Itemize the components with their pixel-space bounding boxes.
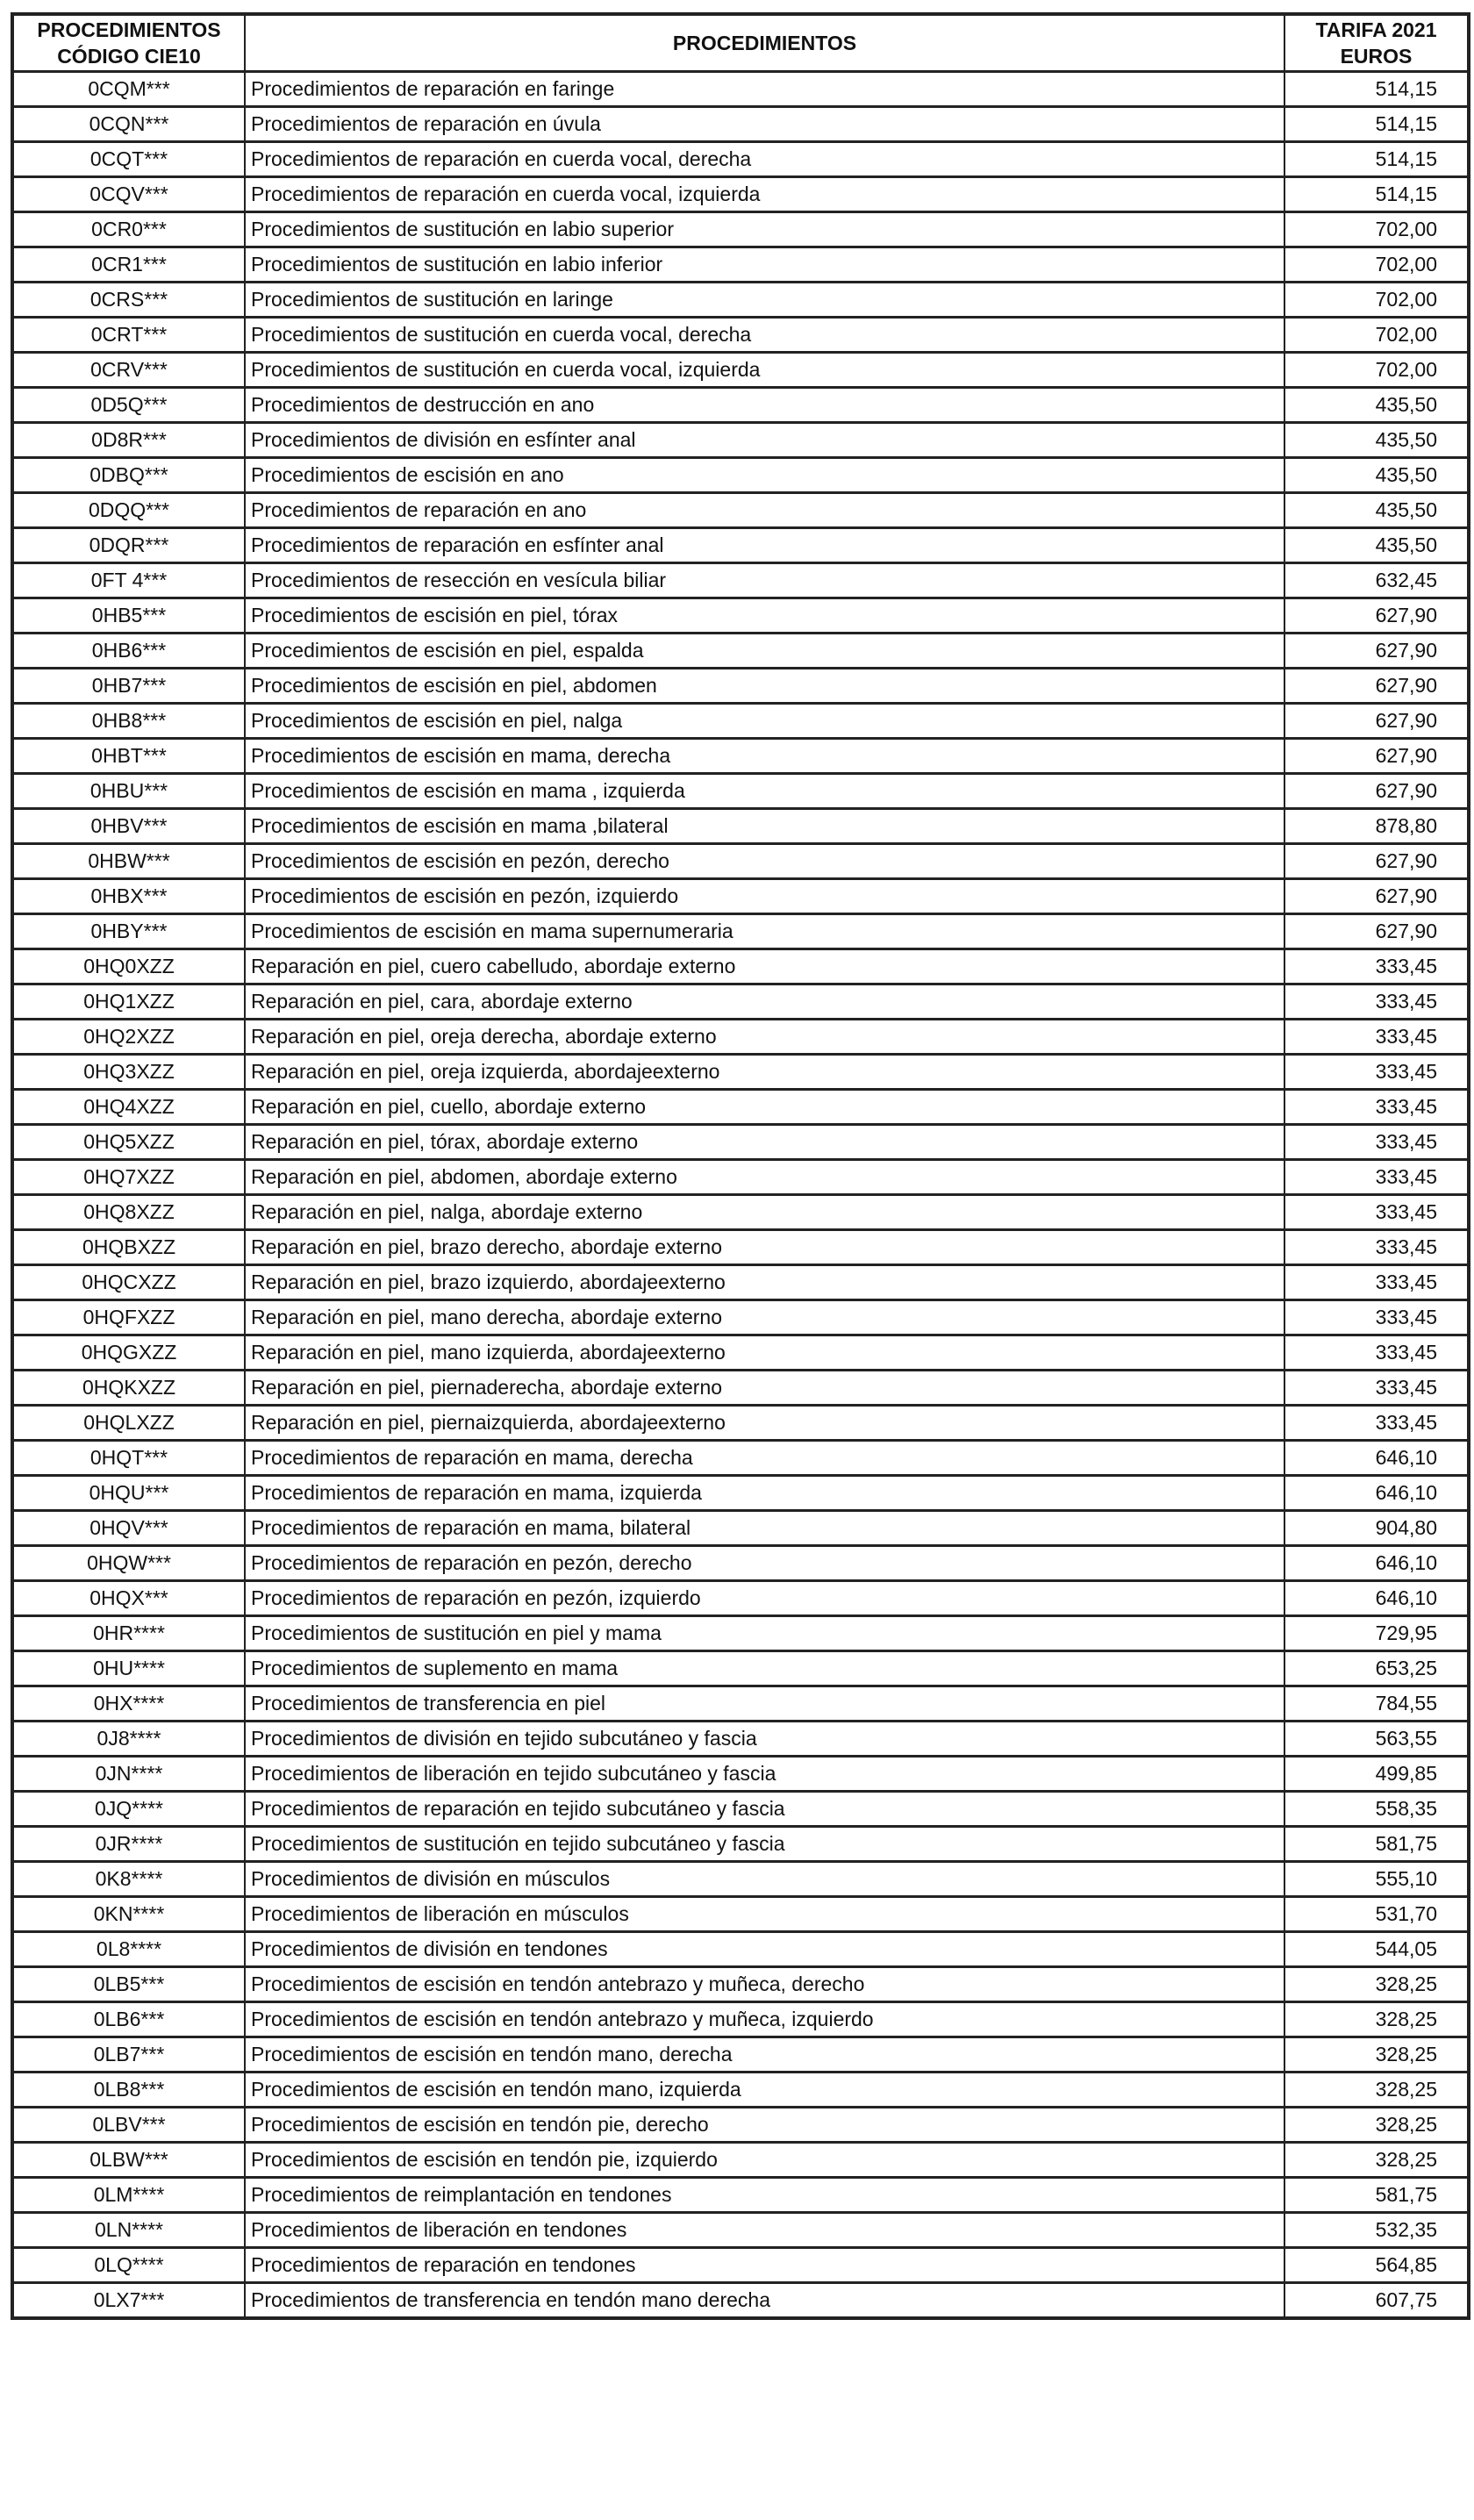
table-row bbox=[12, 704, 1469, 739]
table-row bbox=[12, 1055, 1469, 1090]
code-cell: 0HB7*** bbox=[12, 669, 245, 704]
table-row bbox=[12, 739, 1469, 774]
code-cell: 0CQN*** bbox=[12, 107, 245, 142]
code-cell: 0HBT*** bbox=[12, 739, 245, 774]
code-cell: 0DQQ*** bbox=[12, 493, 245, 528]
tariff-cell: 581,75 bbox=[1284, 1827, 1469, 1862]
table-row bbox=[12, 1757, 1469, 1792]
procedure-cell: Reparación en piel, piernaderecha, abordaje externo bbox=[245, 1371, 1284, 1406]
procedure-cell: Procedimientos de reparación en tendones bbox=[245, 2248, 1284, 2283]
table-row bbox=[12, 1195, 1469, 1230]
code-cell: 0HQKXZZ bbox=[12, 1371, 245, 1406]
tariff-cell: 581,75 bbox=[1284, 2178, 1469, 2213]
tariff-cell: 328,25 bbox=[1284, 1967, 1469, 2002]
tariff-cell: 532,35 bbox=[1284, 2213, 1469, 2248]
tariff-cell: 564,85 bbox=[1284, 2248, 1469, 2283]
code-cell: 0HQV*** bbox=[12, 1511, 245, 1546]
procedure-cell: Procedimientos de reparación en cuerda vocal, derecha bbox=[245, 142, 1284, 177]
procedure-cell: Procedimientos de división en músculos bbox=[245, 1862, 1284, 1897]
procedure-cell: Procedimientos de reparación en mama, izquierda bbox=[245, 1476, 1284, 1511]
procedure-cell: Procedimientos de división en tendones bbox=[245, 1932, 1284, 1967]
code-cell: 0HQU*** bbox=[12, 1476, 245, 1511]
tariff-cell: 435,50 bbox=[1284, 528, 1469, 563]
table-row bbox=[12, 2073, 1469, 2108]
code-cell: 0LX7*** bbox=[12, 2283, 245, 2319]
code-cell: 0D8R*** bbox=[12, 423, 245, 458]
table-row bbox=[12, 1371, 1469, 1406]
procedure-cell: Procedimientos de escisión en tendón antebrazo y muñeca, izquierdo bbox=[245, 2002, 1284, 2037]
tariff-cell: 531,70 bbox=[1284, 1897, 1469, 1932]
tariff-cell: 555,10 bbox=[1284, 1862, 1469, 1897]
tariff-cell: 702,00 bbox=[1284, 353, 1469, 388]
code-cell: 0HQW*** bbox=[12, 1546, 245, 1581]
code-cell: 0HBV*** bbox=[12, 809, 245, 844]
table-row bbox=[12, 1020, 1469, 1055]
tariff-cell: 333,45 bbox=[1284, 1125, 1469, 1160]
code-cell: 0CR1*** bbox=[12, 247, 245, 283]
table-row bbox=[12, 844, 1469, 879]
code-cell: 0HQ3XZZ bbox=[12, 1055, 245, 1090]
tariff-cell: 333,45 bbox=[1284, 1300, 1469, 1335]
code-cell: 0LN**** bbox=[12, 2213, 245, 2248]
code-cell: 0HB8*** bbox=[12, 704, 245, 739]
code-cell: 0HQ1XZZ bbox=[12, 984, 245, 1020]
tariff-cell: 333,45 bbox=[1284, 1020, 1469, 1055]
tariff-cell: 627,90 bbox=[1284, 914, 1469, 949]
tariff-cell: 904,80 bbox=[1284, 1511, 1469, 1546]
table-row bbox=[12, 669, 1469, 704]
table-row bbox=[12, 563, 1469, 598]
tariff-cell: 328,25 bbox=[1284, 2002, 1469, 2037]
table-row bbox=[12, 1476, 1469, 1511]
procedure-cell: Procedimientos de escisión en ano bbox=[245, 458, 1284, 493]
tariff-cell: 627,90 bbox=[1284, 774, 1469, 809]
code-cell: 0HQ5XZZ bbox=[12, 1125, 245, 1160]
procedure-cell: Procedimientos de suplemento en mama bbox=[245, 1651, 1284, 1686]
table-row bbox=[12, 1160, 1469, 1195]
code-cell: 0HQGXZZ bbox=[12, 1335, 245, 1371]
code-cell: 0HB5*** bbox=[12, 598, 245, 634]
header-tariff-line2: EUROS bbox=[1340, 45, 1413, 68]
procedure-cell: Reparación en piel, oreja derecha, abordaje externo bbox=[245, 1020, 1284, 1055]
table-row bbox=[12, 1511, 1469, 1546]
procedure-cell: Procedimientos de división en esfínter anal bbox=[245, 423, 1284, 458]
procedure-cell: Reparación en piel, cuero cabelludo, abordaje externo bbox=[245, 949, 1284, 984]
table-row bbox=[12, 2002, 1469, 2037]
procedure-cell: Procedimientos de reparación en ano bbox=[245, 493, 1284, 528]
code-cell: 0HX**** bbox=[12, 1686, 245, 1722]
table-row bbox=[12, 107, 1469, 142]
code-cell: 0LM**** bbox=[12, 2178, 245, 2213]
procedure-cell: Procedimientos de transferencia en piel bbox=[245, 1686, 1284, 1722]
table-row bbox=[12, 283, 1469, 318]
procedure-cell: Procedimientos de transferencia en tendón mano derecha bbox=[245, 2283, 1284, 2319]
table-row bbox=[12, 458, 1469, 493]
table-row bbox=[12, 423, 1469, 458]
code-cell: 0HQ4XZZ bbox=[12, 1090, 245, 1125]
code-cell: 0HQ8XZZ bbox=[12, 1195, 245, 1230]
procedure-cell: Procedimientos de escisión en tendón antebrazo y muñeca, derecho bbox=[245, 1967, 1284, 2002]
procedure-cell: Procedimientos de resección en vesícula biliar bbox=[245, 563, 1284, 598]
table-row bbox=[12, 1616, 1469, 1651]
tariff-cell: 328,25 bbox=[1284, 2073, 1469, 2108]
tariff-cell: 435,50 bbox=[1284, 458, 1469, 493]
table-row bbox=[12, 142, 1469, 177]
code-cell: 0HBU*** bbox=[12, 774, 245, 809]
tariff-cell: 646,10 bbox=[1284, 1546, 1469, 1581]
code-cell: 0HQFXZZ bbox=[12, 1300, 245, 1335]
table-row bbox=[12, 1406, 1469, 1441]
tariff-cell: 702,00 bbox=[1284, 212, 1469, 247]
table-row bbox=[12, 809, 1469, 844]
code-cell: 0LB6*** bbox=[12, 2002, 245, 2037]
code-cell: 0LQ**** bbox=[12, 2248, 245, 2283]
procedure-cell: Procedimientos de escisión en mama, derecha bbox=[245, 739, 1284, 774]
table-row bbox=[12, 1897, 1469, 1932]
code-cell: 0CRV*** bbox=[12, 353, 245, 388]
table-row bbox=[12, 1546, 1469, 1581]
table-row bbox=[12, 2037, 1469, 2073]
procedure-cell: Procedimientos de reparación en pezón, derecho bbox=[245, 1546, 1284, 1581]
procedure-cell: Procedimientos de escisión en piel, espalda bbox=[245, 634, 1284, 669]
procedure-cell: Procedimientos de sustitución en cuerda vocal, izquierda bbox=[245, 353, 1284, 388]
procedure-cell: Procedimientos de reparación en tejido subcutáneo y fascia bbox=[245, 1792, 1284, 1827]
table-row bbox=[12, 1230, 1469, 1265]
procedure-cell: Procedimientos de reparación en úvula bbox=[245, 107, 1284, 142]
code-cell: 0CQT*** bbox=[12, 142, 245, 177]
tariff-cell: 333,45 bbox=[1284, 1195, 1469, 1230]
procedure-cell: Procedimientos de escisión en tendón mano, derecha bbox=[245, 2037, 1284, 2073]
procedure-cell: Procedimientos de escisión en piel, nalga bbox=[245, 704, 1284, 739]
table-row bbox=[12, 2178, 1469, 2213]
code-cell: 0JQ**** bbox=[12, 1792, 245, 1827]
code-cell: 0HQX*** bbox=[12, 1581, 245, 1616]
procedure-cell: Procedimientos de sustitución en labio inferior bbox=[245, 247, 1284, 283]
table-row bbox=[12, 318, 1469, 353]
table-row bbox=[12, 1792, 1469, 1827]
tariff-cell: 333,45 bbox=[1284, 1230, 1469, 1265]
procedure-cell: Procedimientos de liberación en músculos bbox=[245, 1897, 1284, 1932]
code-cell: 0HQ7XZZ bbox=[12, 1160, 245, 1195]
procedure-cell: Reparación en piel, piernaizquierda, abordajeexterno bbox=[245, 1406, 1284, 1441]
procedure-cell: Reparación en piel, cuello, abordaje externo bbox=[245, 1090, 1284, 1125]
tariff-cell: 333,45 bbox=[1284, 1090, 1469, 1125]
code-cell: 0CQV*** bbox=[12, 177, 245, 212]
procedure-cell: Procedimientos de liberación en tendones bbox=[245, 2213, 1284, 2248]
code-cell: 0HR**** bbox=[12, 1616, 245, 1651]
procedure-cell: Reparación en piel, brazo derecho, abordaje externo bbox=[245, 1230, 1284, 1265]
table-row bbox=[12, 2248, 1469, 2283]
table-row bbox=[12, 2143, 1469, 2178]
tariff-cell: 627,90 bbox=[1284, 739, 1469, 774]
tariff-cell: 333,45 bbox=[1284, 1160, 1469, 1195]
tariff-cell: 653,25 bbox=[1284, 1651, 1469, 1686]
procedure-cell: Procedimientos de sustitución en laringe bbox=[245, 283, 1284, 318]
table-row bbox=[12, 1265, 1469, 1300]
procedure-cell: Procedimientos de escisión en pezón, izquierdo bbox=[245, 879, 1284, 914]
procedure-cell: Procedimientos de división en tejido subcutáneo y fascia bbox=[245, 1722, 1284, 1757]
tariff-cell: 729,95 bbox=[1284, 1616, 1469, 1651]
table-row bbox=[12, 493, 1469, 528]
table-row bbox=[12, 634, 1469, 669]
tariff-cell: 514,15 bbox=[1284, 72, 1469, 107]
code-cell: 0LB7*** bbox=[12, 2037, 245, 2073]
tariff-cell: 435,50 bbox=[1284, 493, 1469, 528]
table-row bbox=[12, 1335, 1469, 1371]
tariff-cell: 632,45 bbox=[1284, 563, 1469, 598]
procedure-cell: Procedimientos de reparación en esfínter anal bbox=[245, 528, 1284, 563]
procedure-cell: Procedimientos de reimplantación en tendones bbox=[245, 2178, 1284, 2213]
procedure-cell: Procedimientos de sustitución en labio superior bbox=[245, 212, 1284, 247]
code-cell: 0HB6*** bbox=[12, 634, 245, 669]
code-cell: 0HBY*** bbox=[12, 914, 245, 949]
code-cell: 0CR0*** bbox=[12, 212, 245, 247]
table-row bbox=[12, 1441, 1469, 1476]
table-row bbox=[12, 949, 1469, 984]
table-row bbox=[12, 1862, 1469, 1897]
tariff-cell: 499,85 bbox=[1284, 1757, 1469, 1792]
procedure-cell: Reparación en piel, cara, abordaje externo bbox=[245, 984, 1284, 1020]
table-row bbox=[12, 1300, 1469, 1335]
code-cell: 0DBQ*** bbox=[12, 458, 245, 493]
header-tariff-line1: TARIFA 2021 bbox=[1315, 18, 1437, 41]
table-body bbox=[12, 72, 1469, 2319]
procedure-cell: Procedimientos de reparación en mama, derecha bbox=[245, 1441, 1284, 1476]
tariff-cell: 328,25 bbox=[1284, 2143, 1469, 2178]
code-cell: 0HQCXZZ bbox=[12, 1265, 245, 1300]
table-row bbox=[12, 1827, 1469, 1862]
code-cell: 0HQ0XZZ bbox=[12, 949, 245, 984]
tariff-cell: 627,90 bbox=[1284, 704, 1469, 739]
table-row bbox=[12, 2108, 1469, 2143]
procedure-cell: Procedimientos de escisión en piel, tórax bbox=[245, 598, 1284, 634]
code-cell: 0HU**** bbox=[12, 1651, 245, 1686]
table-row bbox=[12, 177, 1469, 212]
procedure-cell: Procedimientos de reparación en faringe bbox=[245, 72, 1284, 107]
code-cell: 0LBW*** bbox=[12, 2143, 245, 2178]
table-row bbox=[12, 1686, 1469, 1722]
procedure-cell: Procedimientos de escisión en tendón pie, izquierdo bbox=[245, 2143, 1284, 2178]
procedure-cell: Procedimientos de escisión en tendón pie, derecho bbox=[245, 2108, 1284, 2143]
procedure-cell: Procedimientos de reparación en mama, bilateral bbox=[245, 1511, 1284, 1546]
tariff-cell: 627,90 bbox=[1284, 669, 1469, 704]
table-row bbox=[12, 388, 1469, 423]
table-row bbox=[12, 353, 1469, 388]
tariff-cell: 878,80 bbox=[1284, 809, 1469, 844]
procedure-cell: Procedimientos de escisión en tendón mano, izquierda bbox=[245, 2073, 1284, 2108]
code-cell: 0LBV*** bbox=[12, 2108, 245, 2143]
table-row bbox=[12, 774, 1469, 809]
code-cell: 0HBW*** bbox=[12, 844, 245, 879]
table-row bbox=[12, 1125, 1469, 1160]
code-cell: 0DQR*** bbox=[12, 528, 245, 563]
procedure-cell: Procedimientos de reparación en cuerda vocal, izquierda bbox=[245, 177, 1284, 212]
header-procedure: PROCEDIMIENTOS bbox=[245, 14, 1284, 72]
procedure-cell: Reparación en piel, mano derecha, abordaje externo bbox=[245, 1300, 1284, 1335]
table-row bbox=[12, 984, 1469, 1020]
table-row bbox=[12, 1581, 1469, 1616]
tariff-cell: 333,45 bbox=[1284, 949, 1469, 984]
code-cell: 0D5Q*** bbox=[12, 388, 245, 423]
table-row bbox=[12, 1722, 1469, 1757]
tariff-cell: 333,45 bbox=[1284, 1055, 1469, 1090]
tariff-cell: 646,10 bbox=[1284, 1441, 1469, 1476]
code-cell: 0J8**** bbox=[12, 1722, 245, 1757]
procedure-cell: Reparación en piel, abdomen, abordaje externo bbox=[245, 1160, 1284, 1195]
procedure-cell: Procedimientos de escisión en pezón, derecho bbox=[245, 844, 1284, 879]
code-cell: 0HQ2XZZ bbox=[12, 1020, 245, 1055]
code-cell: 0HQLXZZ bbox=[12, 1406, 245, 1441]
tariff-cell: 646,10 bbox=[1284, 1581, 1469, 1616]
tariff-cell: 514,15 bbox=[1284, 107, 1469, 142]
tariff-cell: 328,25 bbox=[1284, 2108, 1469, 2143]
table-row bbox=[12, 72, 1469, 107]
procedure-cell: Reparación en piel, oreja izquierda, abordajeexterno bbox=[245, 1055, 1284, 1090]
procedure-cell: Procedimientos de sustitución en cuerda vocal, derecha bbox=[245, 318, 1284, 353]
table-row bbox=[12, 2213, 1469, 2248]
table-row bbox=[12, 1090, 1469, 1125]
procedure-cell: Reparación en piel, tórax, abordaje externo bbox=[245, 1125, 1284, 1160]
code-cell: 0LB8*** bbox=[12, 2073, 245, 2108]
tariff-cell: 333,45 bbox=[1284, 1335, 1469, 1371]
tariff-cell: 333,45 bbox=[1284, 1265, 1469, 1300]
tariff-cell: 627,90 bbox=[1284, 634, 1469, 669]
code-cell: 0JN**** bbox=[12, 1757, 245, 1792]
tariff-cell: 333,45 bbox=[1284, 1371, 1469, 1406]
header-code bbox=[12, 14, 245, 72]
table-row bbox=[12, 2283, 1469, 2319]
header-code-line1: PROCEDIMIENTOS bbox=[37, 18, 221, 41]
tariff-cell: 627,90 bbox=[1284, 598, 1469, 634]
tariff-cell: 646,10 bbox=[1284, 1476, 1469, 1511]
code-cell: 0LB5*** bbox=[12, 1967, 245, 2002]
table-row bbox=[12, 1932, 1469, 1967]
table-row bbox=[12, 914, 1469, 949]
tariff-cell: 563,55 bbox=[1284, 1722, 1469, 1757]
code-cell: 0FT 4*** bbox=[12, 563, 245, 598]
procedure-cell: Procedimientos de liberación en tejido subcutáneo y fascia bbox=[245, 1757, 1284, 1792]
tariff-cell: 627,90 bbox=[1284, 879, 1469, 914]
procedure-cell: Procedimientos de sustitución en piel y mama bbox=[245, 1616, 1284, 1651]
tariff-table bbox=[11, 12, 1470, 2320]
tariff-cell: 558,35 bbox=[1284, 1792, 1469, 1827]
code-cell: 0HQT*** bbox=[12, 1441, 245, 1476]
tariff-cell: 435,50 bbox=[1284, 388, 1469, 423]
procedure-cell: Procedimientos de reparación en pezón, izquierdo bbox=[245, 1581, 1284, 1616]
tariff-cell: 607,75 bbox=[1284, 2283, 1469, 2319]
header-code-line2: CÓDIGO CIE10 bbox=[57, 45, 201, 68]
tariff-cell: 333,45 bbox=[1284, 984, 1469, 1020]
tariff-cell: 333,45 bbox=[1284, 1406, 1469, 1441]
code-cell: 0CQM*** bbox=[12, 72, 245, 107]
table-row bbox=[12, 879, 1469, 914]
tariff-cell: 435,50 bbox=[1284, 423, 1469, 458]
table-row bbox=[12, 1967, 1469, 2002]
code-cell: 0JR**** bbox=[12, 1827, 245, 1862]
tariff-cell: 627,90 bbox=[1284, 844, 1469, 879]
table-row bbox=[12, 212, 1469, 247]
table-row bbox=[12, 247, 1469, 283]
code-cell: 0L8**** bbox=[12, 1932, 245, 1967]
procedure-cell: Procedimientos de destrucción en ano bbox=[245, 388, 1284, 423]
procedure-cell: Procedimientos de escisión en piel, abdomen bbox=[245, 669, 1284, 704]
table-row bbox=[12, 598, 1469, 634]
tariff-cell: 514,15 bbox=[1284, 142, 1469, 177]
tariff-cell: 544,05 bbox=[1284, 1932, 1469, 1967]
table-row bbox=[12, 1651, 1469, 1686]
tariff-cell: 702,00 bbox=[1284, 283, 1469, 318]
tariff-cell: 702,00 bbox=[1284, 318, 1469, 353]
procedure-cell: Procedimientos de sustitución en tejido subcutáneo y fascia bbox=[245, 1827, 1284, 1862]
tariff-cell: 514,15 bbox=[1284, 177, 1469, 212]
header-tariff bbox=[1284, 14, 1469, 72]
procedure-cell: Reparación en piel, nalga, abordaje externo bbox=[245, 1195, 1284, 1230]
table-header-row bbox=[12, 14, 1469, 72]
procedure-cell: Procedimientos de escisión en mama supernumeraria bbox=[245, 914, 1284, 949]
code-cell: 0CRS*** bbox=[12, 283, 245, 318]
table-row bbox=[12, 528, 1469, 563]
code-cell: 0HQBXZZ bbox=[12, 1230, 245, 1265]
procedure-cell: Procedimientos de escisión en mama ,bilateral bbox=[245, 809, 1284, 844]
tariff-cell: 784,55 bbox=[1284, 1686, 1469, 1722]
tariff-cell: 328,25 bbox=[1284, 2037, 1469, 2073]
code-cell: 0CRT*** bbox=[12, 318, 245, 353]
procedure-cell: Procedimientos de escisión en mama , izquierda bbox=[245, 774, 1284, 809]
procedure-cell: Reparación en piel, mano izquierda, abordajeexterno bbox=[245, 1335, 1284, 1371]
procedure-cell: Reparación en piel, brazo izquierdo, abordajeexterno bbox=[245, 1265, 1284, 1300]
code-cell: 0HBX*** bbox=[12, 879, 245, 914]
tariff-cell: 702,00 bbox=[1284, 247, 1469, 283]
code-cell: 0KN**** bbox=[12, 1897, 245, 1932]
code-cell: 0K8**** bbox=[12, 1862, 245, 1897]
